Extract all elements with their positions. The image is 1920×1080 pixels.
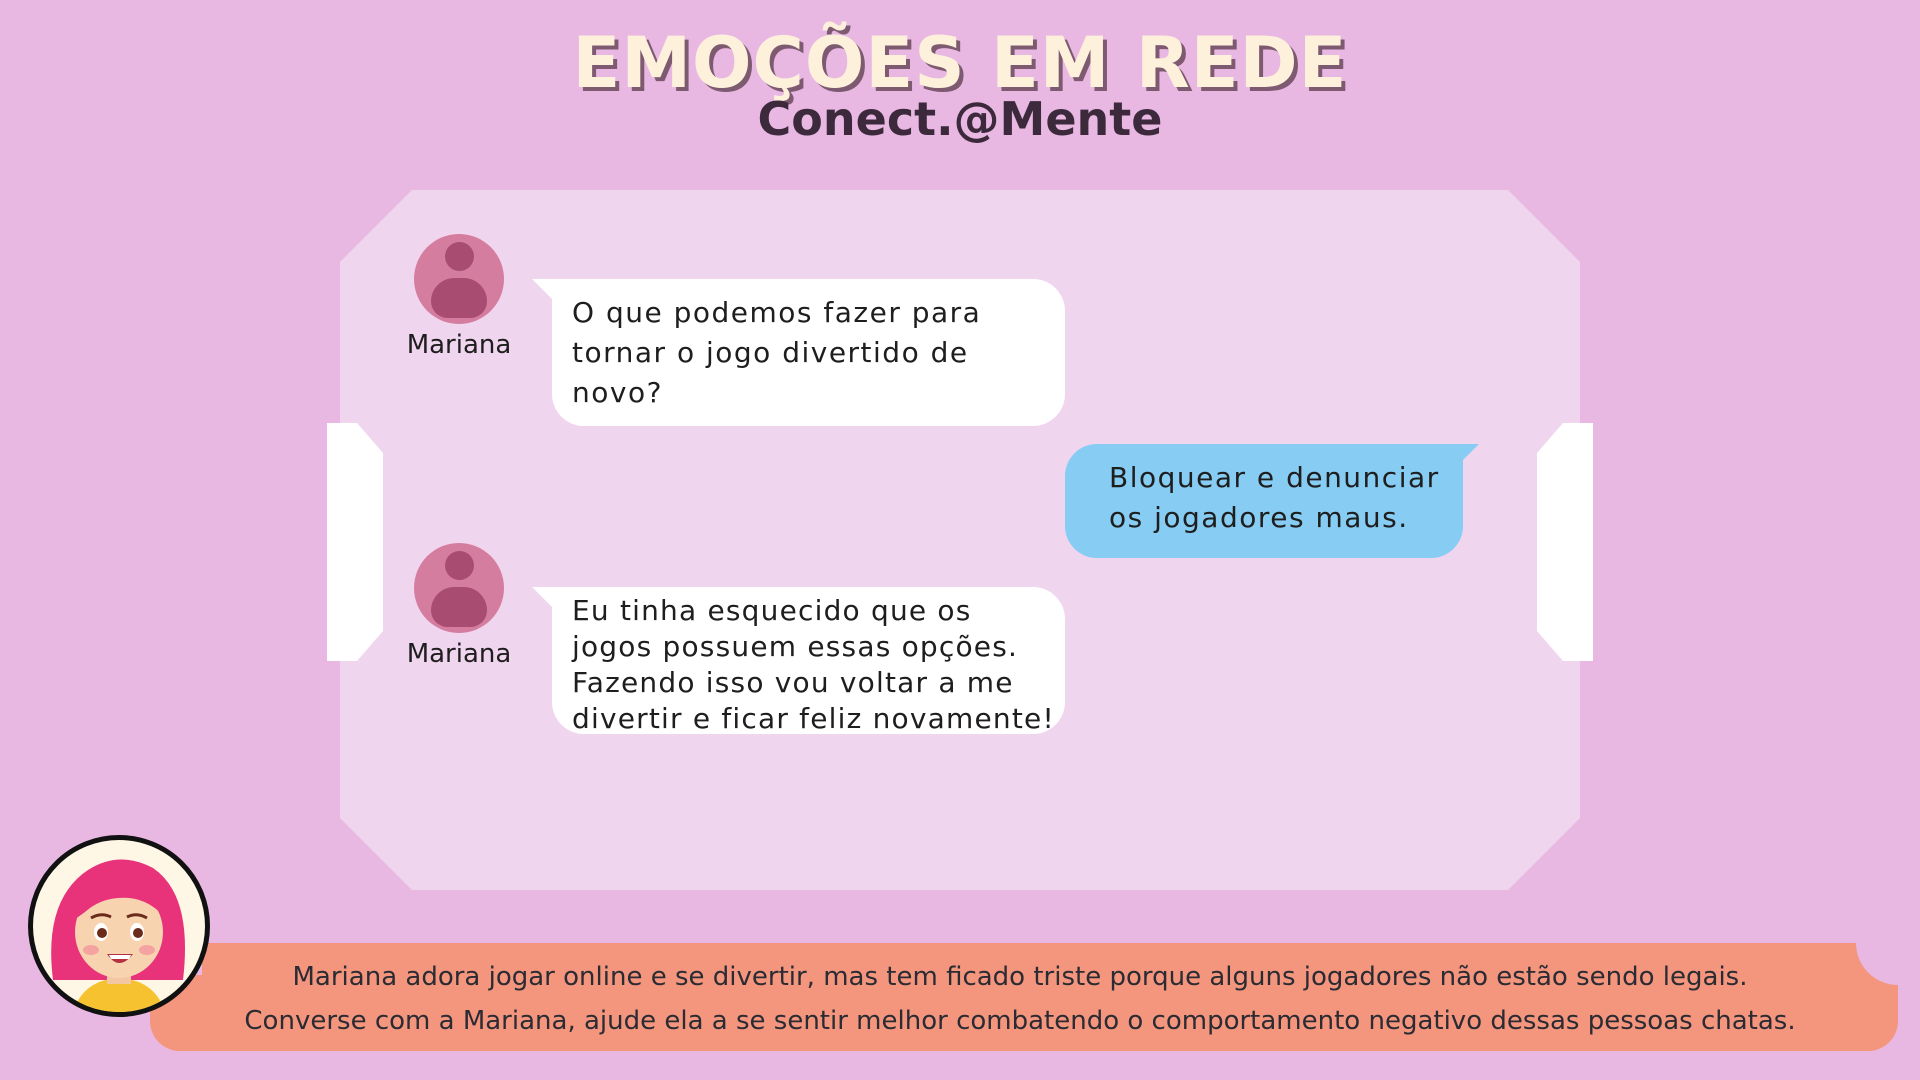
user-avatar-icon <box>414 234 504 324</box>
panel-left-tab <box>327 423 383 661</box>
message-line: os jogadores maus. <box>1109 501 1409 534</box>
message-line: O que podemos fazer para <box>572 296 982 329</box>
incoming-message-bubble <box>552 279 1065 426</box>
message-line: jogos possuem essas opções. <box>572 630 1019 663</box>
message-line: divertir e ficar feliz novamente! <box>572 702 1055 735</box>
instruction-line: Converse com a Mariana, ajude ela a se sentir melhor combatendo o comportamento negativo dessas pessoas chatas. <box>244 1006 1796 1036</box>
message-line: tornar o jogo divertido de <box>572 336 969 369</box>
instruction-text <box>150 955 1890 1043</box>
instruction-line: Mariana adora jogar online e se divertir, mas tem ficado triste porque alguns jogadores não estão sendo legais. <box>292 962 1748 992</box>
user-avatar-icon <box>414 543 504 633</box>
incoming-message-bubble <box>552 587 1065 734</box>
mariana-portrait-icon <box>28 835 210 1017</box>
message-line: Bloquear e denunciar <box>1109 461 1440 494</box>
panel-right-tab <box>1537 423 1593 661</box>
message-line: Fazendo isso vou voltar a me <box>572 666 1014 699</box>
page-title: EMOÇÕES EM REDE <box>572 22 1348 104</box>
message-line: novo? <box>572 376 663 409</box>
reply-message-bubble[interactable] <box>1065 444 1463 558</box>
message-line: Eu tinha esquecido que os <box>572 594 972 627</box>
sender-name: Mariana <box>406 639 512 669</box>
page-subtitle: Conect.@Mente <box>757 92 1163 146</box>
sender-name: Mariana <box>406 330 512 360</box>
